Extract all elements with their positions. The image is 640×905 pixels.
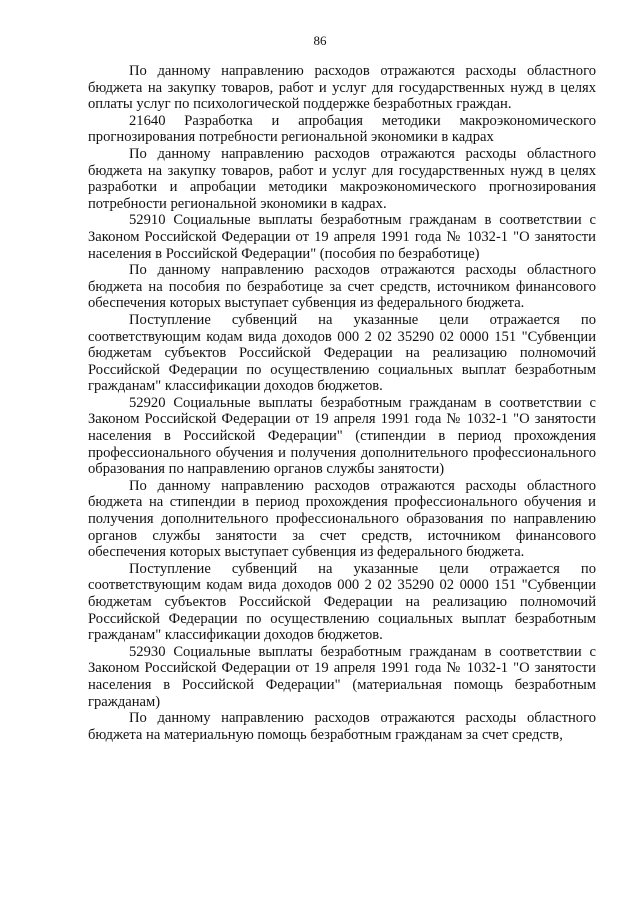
paragraph-52910-income: Поступление субвенций на указанные цели отражается по соответствующим кодам вида доходов 000 2 02 35290 02 0000 151 "Субвенции бюджетам субъектов Российской Федерации на реализацию полномочий Российской Федерации по осуществлению социальных выплат безработным гражданам" классификации доходов бюджетов. [88, 311, 596, 395]
page-number: 86 [313, 33, 327, 48]
paragraph-52930-expenses: По данному направлению расходов отражаются расходы областного бюджета на материальную помощь безработным гражданам за счет средств, [88, 710, 596, 743]
paragraph-52920-income: Поступление субвенций на указанные цели отражается по соответствующим кодам вида доходов 000 2 02 35290 02 0000 151 "Субвенции бюджетам субъектов Российской Федерации на реализацию полномочий Российской Федерации по осуществлению социальных выплат безработным гражданам" классификации доходов бюджетов. [88, 560, 596, 644]
paragraph-52910-expenses: По данному направлению расходов отражаются расходы областного бюджета на пособия по безработице за счет средств, источником финансового обеспечения которых выступает субвенция из федерального бюджета. [88, 262, 596, 312]
heading-52920: 52920 Социальные выплаты безработным гражданам в соответствии с Законом Российской Федерации от 19 апреля 1991 года № 1032-1 "О занятости населения в Российской Федерации" (стипендии в период прохождения профессионального обучения и получения дополнительного профессионального образования по направлению органов службы занятости) [88, 394, 596, 478]
heading-21640: 21640 Разработка и апробация методики макроэкономического прогнозирования потребности региональной экономики в кадрах [88, 112, 596, 146]
heading-52930: 52930 Социальные выплаты безработным гражданам в соответствии с Законом Российской Федерации от 19 апреля 1991 года № 1032-1 "О занятости населения в Российской Федерации" (материальная помощь безработным гражданам) [88, 643, 596, 710]
heading-52910: 52910 Социальные выплаты безработным гражданам в соответствии с Законом Российской Федерации от 19 апреля 1991 года № 1032-1 "О занятости населения в Российской Федерации" (пособия по безработице) [88, 212, 596, 262]
document-body [88, 63, 596, 743]
paragraph-52920-expenses: По данному направлению расходов отражаются расходы областного бюджета на стипендии в период прохождения профессионального обучения и получения дополнительного профессионального образования по направлению органов службы занятости за счет средств, источником финансового обеспечения которых выступает субвенция из федерального бюджета. [88, 477, 596, 561]
paragraph-21640-expenses: По данному направлению расходов отражаются расходы областного бюджета на закупку товаров, работ и услуг для государственных нужд в целях разработки и апробации методики макроэкономического прогнозирования потребности региональной экономики в кадрах. [88, 145, 596, 212]
paragraph-psych-support-expenses: По данному направлению расходов отражаются расходы областного бюджета на закупку товаров, работ и услуг для государственных нужд в целях оплаты услуг по психологической поддержке безработных граждан. [88, 63, 596, 113]
